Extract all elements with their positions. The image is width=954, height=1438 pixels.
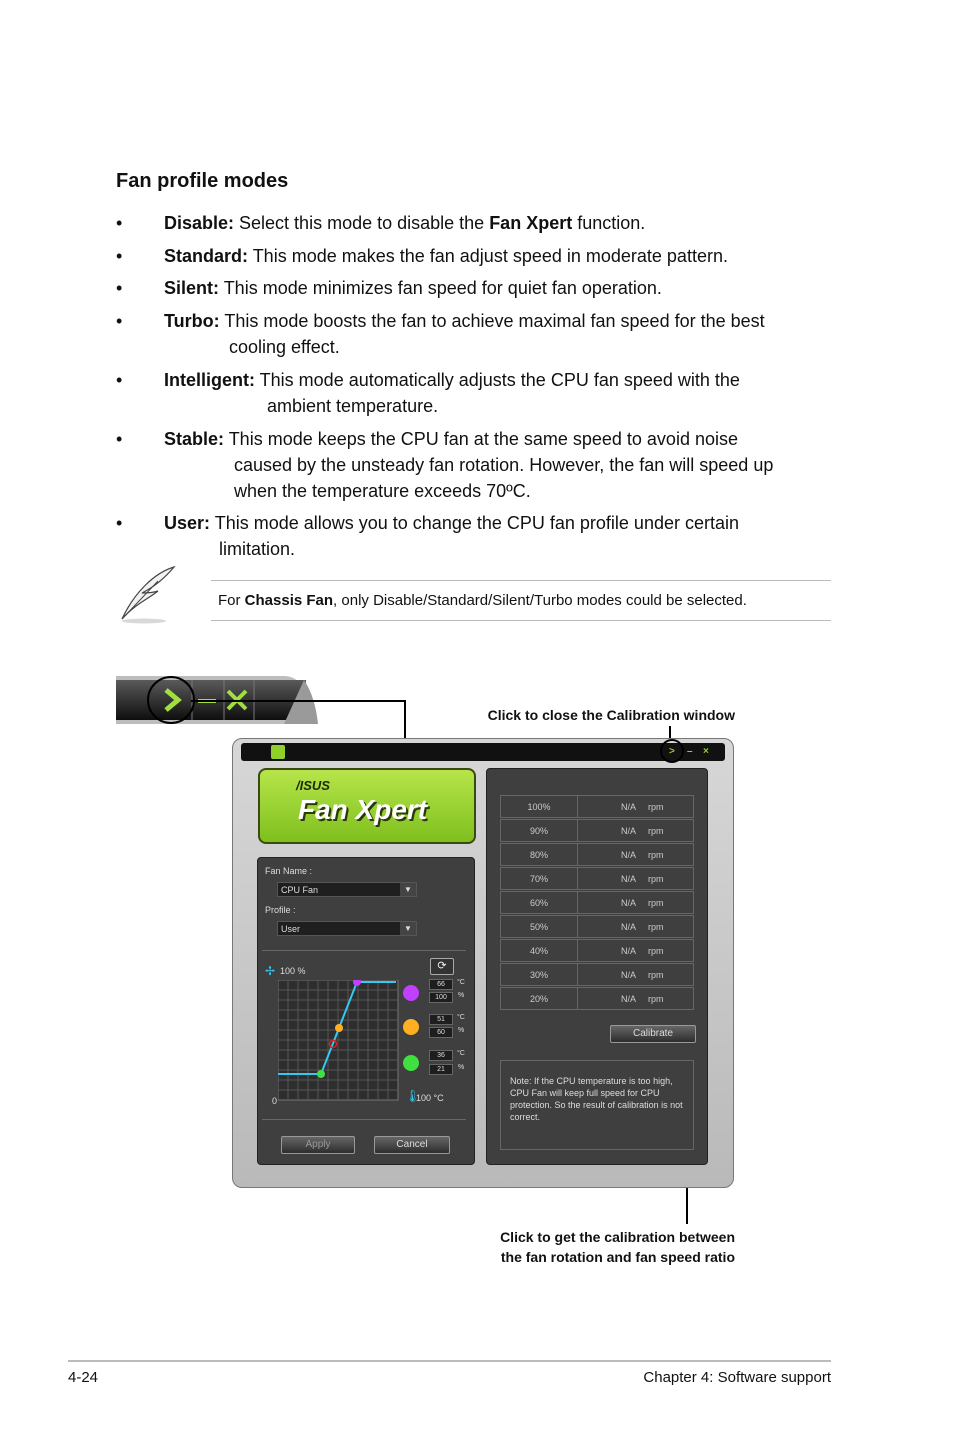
bullet-term: Silent: — [164, 278, 220, 298]
chevron-down-icon: ▼ — [400, 883, 416, 896]
page-number: 4-24 — [68, 1369, 99, 1386]
cancel-button[interactable]: Cancel — [374, 1136, 450, 1154]
table-row — [500, 939, 694, 962]
fan-name-dropdown[interactable] — [277, 882, 417, 897]
rpm-value: N/A — [621, 850, 637, 860]
brand-logo: /ISUS — [296, 778, 330, 793]
table-row — [500, 915, 694, 938]
rpm-value: N/A — [621, 802, 637, 812]
bullet-text: This mode automatically adjusts the CPU fan speed with the — [255, 370, 740, 390]
unit-celsius: °C — [457, 1050, 465, 1057]
point-mid-speed[interactable]: 60 — [429, 1027, 453, 1038]
callout-calibrate-2: the fan rotation and fan speed ratio — [500, 1249, 735, 1265]
rpm-unit: rpm — [648, 898, 664, 908]
bullet-continuation: cooling effect. — [229, 337, 340, 357]
point-low-swatch — [403, 1055, 419, 1071]
point-high-swatch — [403, 985, 419, 1001]
refresh-icon: ⟳ — [437, 960, 447, 972]
point-low-temp[interactable]: 36 — [429, 1050, 453, 1061]
point-high-speed[interactable]: 100 — [429, 992, 453, 1003]
bullet-bold: Fan Xpert — [489, 213, 573, 233]
rpm-value: N/A — [621, 898, 637, 908]
callout-close: Click to close the Calibration window — [487, 707, 735, 723]
bullet-text: This mode keeps the CPU fan at the same speed to avoid noise — [224, 429, 738, 449]
table-row — [500, 987, 694, 1010]
chevron-down-icon: ▼ — [400, 922, 416, 935]
unit-percent: % — [458, 1027, 465, 1034]
back-icon[interactable]: > — [669, 746, 675, 757]
calibrate-button[interactable]: Calibrate — [610, 1025, 696, 1043]
rpm-value: N/A — [621, 922, 637, 932]
bullet-mark: • — [116, 213, 123, 233]
speed-percent: 80% — [501, 844, 578, 866]
bullet-term: Disable: — [164, 213, 235, 233]
speed-percent: 30% — [501, 964, 578, 986]
unit-percent: % — [458, 1064, 465, 1071]
bullet-silent — [116, 275, 836, 301]
bullet-intelligent — [116, 367, 836, 419]
table-row — [500, 867, 694, 890]
bullet-term: Intelligent: — [164, 370, 255, 390]
point-mid-swatch — [403, 1019, 419, 1035]
fan-xpert-logo — [258, 768, 476, 844]
unit-celsius: °C — [457, 979, 465, 986]
bullet-text: This mode makes the fan adjust speed in moderate pattern. — [248, 246, 728, 266]
bullet-term: Turbo: — [164, 311, 220, 331]
rpm-value: N/A — [621, 826, 637, 836]
bullet-continuation: limitation. — [219, 539, 296, 559]
rpm-value: N/A — [621, 946, 637, 956]
rpm-value: N/A — [621, 970, 637, 980]
speed-percent: 70% — [501, 868, 578, 890]
speed-percent: 20% — [501, 988, 578, 1010]
window-titlebar[interactable] — [241, 743, 725, 761]
rpm-unit: rpm — [648, 802, 664, 812]
footer-rule — [68, 1360, 831, 1362]
bullet-text: Select this mode to disable the — [234, 213, 490, 233]
unit-celsius: °C — [457, 1014, 465, 1021]
table-row — [500, 843, 694, 866]
fan-app-icon — [271, 745, 285, 759]
x-axis-zero-label: 0 — [272, 1096, 278, 1106]
x-axis-max-label: 100 °C — [416, 1093, 444, 1103]
point-mid-temp[interactable]: 51 — [429, 1014, 453, 1025]
rpm-value: N/A — [621, 874, 637, 884]
bullet-mark: • — [116, 370, 123, 390]
speed-percent: 60% — [501, 892, 578, 914]
rpm-unit: rpm — [648, 826, 664, 836]
bullet-continuation: caused by the unsteady fan rotation. However, the fan will speed up — [234, 455, 774, 475]
point-low-speed[interactable]: 21 — [429, 1064, 453, 1075]
bullet-continuation-2: when the temperature exceeds 70ºC. — [234, 481, 531, 501]
refresh-button[interactable] — [430, 958, 454, 975]
unit-percent: % — [458, 992, 465, 999]
callout-calibrate-1: Click to get the calibration between — [500, 1229, 735, 1245]
curve-point-low[interactable] — [317, 1070, 325, 1078]
rpm-unit: rpm — [648, 850, 664, 860]
rpm-value: N/A — [621, 994, 637, 1004]
section-title: Fan profile modes — [116, 170, 289, 192]
point-high-temp[interactable]: 66 — [429, 979, 453, 990]
chapter-title: Chapter 4: Software support — [643, 1369, 831, 1386]
bullet-term: User: — [164, 513, 211, 533]
rpm-unit: rpm — [648, 946, 664, 956]
leader-line — [191, 700, 405, 702]
note-bold: Chassis Fan — [244, 592, 334, 609]
rpm-unit: rpm — [648, 994, 664, 1004]
minimize-icon[interactable]: – — [687, 746, 693, 757]
feather-note-icon — [114, 563, 180, 625]
bullet-mark: • — [116, 278, 123, 298]
calibration-note-box — [500, 1060, 694, 1150]
bullet-text: This mode minimizes fan speed for quiet fan operation. — [219, 278, 662, 298]
bullet-mark: • — [116, 429, 123, 449]
note-suffix: , only Disable/Standard/Silent/Turbo modes could be selected. — [333, 592, 747, 609]
product-title: Fan Xpert — [298, 794, 428, 825]
note-prefix: For — [218, 592, 245, 609]
table-row — [500, 795, 694, 818]
table-row — [500, 963, 694, 986]
bullet-disable — [116, 210, 836, 236]
bullet-turbo — [116, 308, 836, 360]
table-row — [500, 819, 694, 842]
fan-name-value: CPU Fan — [281, 885, 319, 895]
bullet-mark: • — [116, 246, 123, 266]
thermometer-icon: 🌡 — [405, 1089, 421, 1103]
profile-dropdown[interactable] — [277, 921, 417, 936]
rpm-unit: rpm — [648, 970, 664, 980]
note-rule-top — [211, 580, 831, 581]
bullet-text: This mode allows you to change the CPU fan profile under certain — [210, 513, 739, 533]
fan-name-label: Fan Name : — [265, 866, 313, 876]
close-highlight-circle — [660, 739, 684, 763]
speed-percent: 90% — [501, 820, 578, 842]
divider — [262, 950, 466, 951]
apply-button[interactable]: Apply — [281, 1136, 355, 1154]
divider — [262, 1119, 466, 1120]
bullet-mark: • — [116, 311, 123, 331]
fan-curve-chart[interactable] — [278, 980, 400, 1102]
bullet-text-end: function. — [572, 213, 646, 233]
speed-percent: 100% — [501, 796, 578, 818]
table-row — [500, 891, 694, 914]
rpm-unit: rpm — [648, 874, 664, 884]
y-axis-max-label: 100 % — [280, 966, 306, 976]
fan-icon: ✢ — [265, 964, 276, 978]
bullet-mark: • — [116, 513, 123, 533]
bullet-user — [116, 510, 836, 562]
speed-percent: 50% — [501, 916, 578, 938]
bullet-stable — [116, 426, 836, 504]
calibration-note-text: Note: If the CPU temperature is too high, CPU Fan will keep full speed for CPU protection. So the result of calibration is not correct. — [510, 1076, 683, 1122]
note-rule-bottom — [211, 620, 831, 621]
bullet-standard — [116, 243, 836, 269]
bullet-term: Stable: — [164, 429, 225, 449]
rpm-unit: rpm — [648, 922, 664, 932]
note-text — [218, 592, 747, 609]
profile-value: User — [281, 924, 301, 934]
bullet-continuation: ambient temperature. — [267, 396, 439, 416]
close-icon[interactable]: × — [703, 746, 709, 757]
profile-label: Profile : — [265, 905, 296, 915]
bullet-text: This mode boosts the fan to achieve maximal fan speed for the best — [219, 311, 765, 331]
curve-point-mid[interactable] — [335, 1024, 343, 1032]
bullet-term: Standard: — [164, 246, 249, 266]
leader-line — [404, 700, 406, 740]
zoom-highlight-circle — [147, 676, 195, 724]
speed-percent: 40% — [501, 940, 578, 962]
